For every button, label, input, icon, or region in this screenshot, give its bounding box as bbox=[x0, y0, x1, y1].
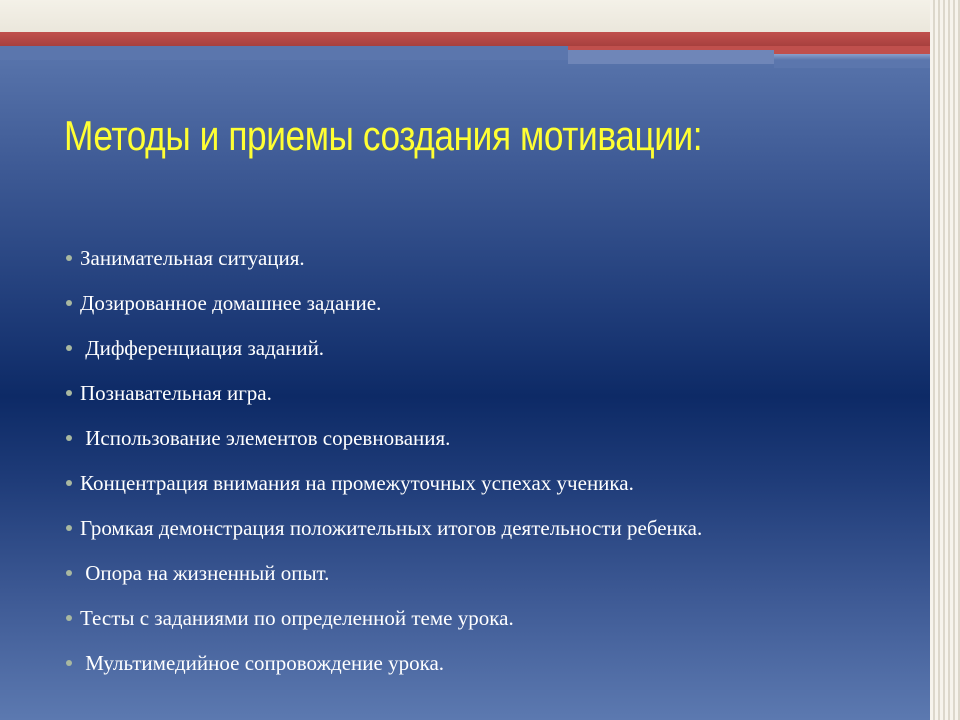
slide-title: Методы и приемы создания мотивации: bbox=[64, 112, 703, 159]
bullet-text: Концентрация внимания на промежуточных успехах ученика. bbox=[80, 471, 634, 495]
slide-page-edge bbox=[930, 0, 960, 720]
bullet-icon bbox=[66, 570, 72, 576]
panel-header-segment bbox=[568, 46, 774, 64]
bullet-icon bbox=[66, 255, 72, 261]
panel-header-segment bbox=[0, 46, 568, 60]
bullet-text: Мультимедийное сопровождение урока. bbox=[80, 651, 445, 675]
bullet-icon bbox=[66, 660, 72, 666]
bullet-item bbox=[66, 378, 926, 423]
bullet-item bbox=[66, 333, 926, 378]
panel-header-segment bbox=[774, 46, 944, 68]
bullet-text: Опора на жизненный опыт. bbox=[80, 561, 330, 585]
bullet-item bbox=[66, 423, 926, 468]
bullet-item bbox=[66, 243, 926, 288]
bullet-icon bbox=[66, 525, 72, 531]
bullet-icon bbox=[66, 345, 72, 351]
bullet-icon bbox=[66, 480, 72, 486]
bullet-text: Занимательная ситуация. bbox=[80, 246, 305, 270]
bullet-item bbox=[66, 513, 926, 558]
bullet-text: Тесты с заданиями по определенной теме урока. bbox=[80, 606, 514, 630]
slide-top-strip bbox=[0, 0, 960, 32]
bullet-item bbox=[66, 468, 926, 513]
bullet-icon bbox=[66, 300, 72, 306]
bullet-item bbox=[66, 603, 926, 648]
bullet-text: Громкая демонстрация положительных итогов деятельности ребенка. bbox=[80, 516, 703, 540]
bullet-icon bbox=[66, 390, 72, 396]
slide-accent-band bbox=[0, 32, 960, 46]
bullet-list bbox=[66, 243, 926, 693]
bullet-item bbox=[66, 288, 926, 333]
bullet-text: Познавательная игра. bbox=[80, 381, 272, 405]
bullet-item bbox=[66, 648, 926, 693]
bullet-text: Дифференциация заданий. bbox=[80, 336, 325, 360]
bullet-item bbox=[66, 558, 926, 603]
bullet-text: Дозированное домашнее задание. bbox=[80, 291, 382, 315]
bullet-text: Использование элементов соревнования. bbox=[80, 426, 451, 450]
bullet-icon bbox=[66, 615, 72, 621]
bullet-icon bbox=[66, 435, 72, 441]
